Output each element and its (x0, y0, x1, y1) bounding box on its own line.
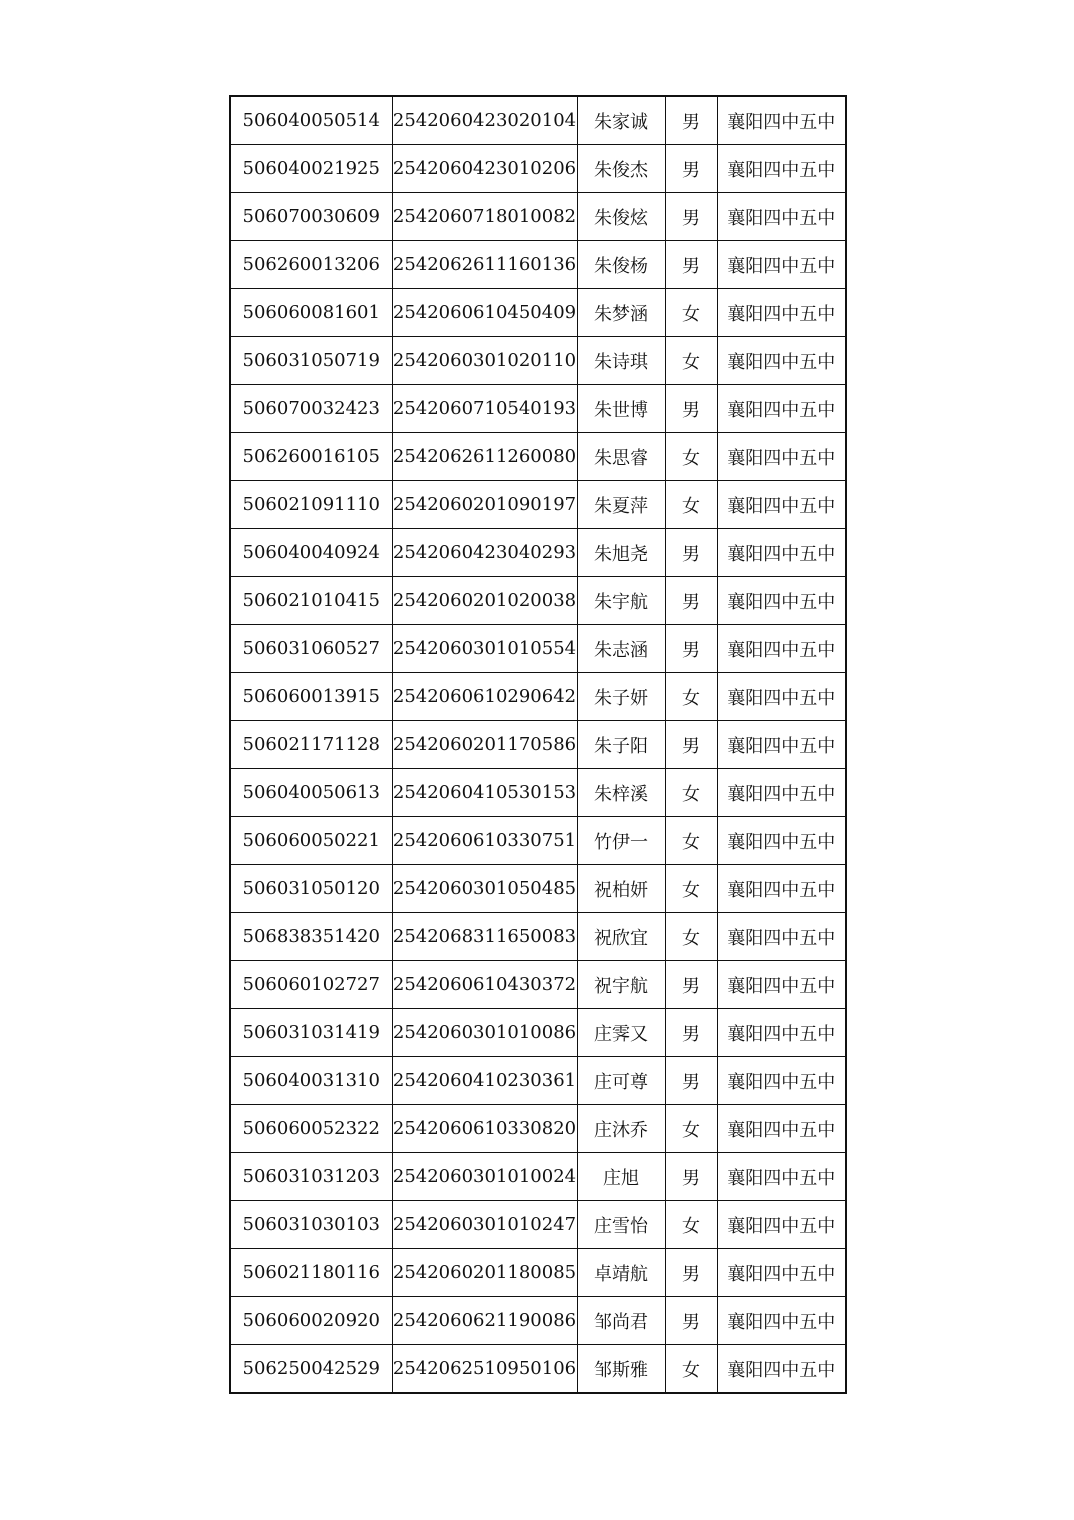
registration-number-cell: 2542060710540193 (392, 385, 577, 433)
school-cell: 襄阳四中五中 (717, 289, 846, 337)
exam-number-cell: 506021010415 (230, 577, 392, 625)
student-name-cell: 邹尚君 (577, 1297, 665, 1345)
gender-cell: 女 (665, 1345, 717, 1394)
gender-cell: 男 (665, 145, 717, 193)
exam-number-cell: 506031050120 (230, 865, 392, 913)
table-row (230, 241, 846, 289)
exam-number-cell: 506040031310 (230, 1057, 392, 1105)
registration-number-cell: 2542060610290642 (392, 673, 577, 721)
gender-cell: 男 (665, 1153, 717, 1201)
table-row (230, 193, 846, 241)
gender-cell: 女 (665, 769, 717, 817)
school-cell: 襄阳四中五中 (717, 385, 846, 433)
exam-number-cell: 506250042529 (230, 1345, 392, 1394)
table-row (230, 913, 846, 961)
table-row (230, 433, 846, 481)
registration-number-cell: 2542060301020110 (392, 337, 577, 385)
exam-number-cell: 506021171128 (230, 721, 392, 769)
table-row (230, 1249, 846, 1297)
school-cell: 襄阳四中五中 (717, 1009, 846, 1057)
student-name-cell: 朱俊杰 (577, 145, 665, 193)
school-cell: 襄阳四中五中 (717, 577, 846, 625)
student-roster-table (229, 95, 847, 1394)
registration-number-cell: 2542062611160136 (392, 241, 577, 289)
student-name-cell: 祝宇航 (577, 961, 665, 1009)
student-name-cell: 庄沐乔 (577, 1105, 665, 1153)
registration-number-cell: 2542062510950106 (392, 1345, 577, 1394)
gender-cell: 女 (665, 865, 717, 913)
exam-number-cell: 506060052322 (230, 1105, 392, 1153)
school-cell: 襄阳四中五中 (717, 865, 846, 913)
school-cell: 襄阳四中五中 (717, 96, 846, 145)
roster-body (230, 96, 846, 1393)
school-cell: 襄阳四中五中 (717, 1105, 846, 1153)
exam-number-cell: 506040040924 (230, 529, 392, 577)
student-name-cell: 朱世博 (577, 385, 665, 433)
table-row (230, 145, 846, 193)
student-name-cell: 庄雪怡 (577, 1201, 665, 1249)
gender-cell: 男 (665, 721, 717, 769)
exam-number-cell: 506040021925 (230, 145, 392, 193)
registration-number-cell: 2542060301010024 (392, 1153, 577, 1201)
table-row (230, 385, 846, 433)
registration-number-cell: 2542060423020104 (392, 96, 577, 145)
table-row (230, 1345, 846, 1394)
gender-cell: 男 (665, 1297, 717, 1345)
gender-cell: 男 (665, 1249, 717, 1297)
exam-number-cell: 506021091110 (230, 481, 392, 529)
school-cell: 襄阳四中五中 (717, 193, 846, 241)
table-row (230, 337, 846, 385)
student-name-cell: 朱诗琪 (577, 337, 665, 385)
school-cell: 襄阳四中五中 (717, 1057, 846, 1105)
gender-cell: 女 (665, 481, 717, 529)
student-name-cell: 朱旭尧 (577, 529, 665, 577)
gender-cell: 男 (665, 961, 717, 1009)
student-name-cell: 祝柏妍 (577, 865, 665, 913)
table-row (230, 1153, 846, 1201)
gender-cell: 女 (665, 913, 717, 961)
student-name-cell: 朱家诚 (577, 96, 665, 145)
table-row (230, 961, 846, 1009)
student-name-cell: 竹伊一 (577, 817, 665, 865)
registration-number-cell: 2542060610450409 (392, 289, 577, 337)
table-row (230, 625, 846, 673)
table-row (230, 481, 846, 529)
exam-number-cell: 506040050514 (230, 96, 392, 145)
exam-number-cell: 506070032423 (230, 385, 392, 433)
exam-number-cell: 506838351420 (230, 913, 392, 961)
registration-number-cell: 2542062611260080 (392, 433, 577, 481)
registration-number-cell: 2542060301050485 (392, 865, 577, 913)
table-row (230, 673, 846, 721)
gender-cell: 男 (665, 1057, 717, 1105)
student-name-cell: 朱子妍 (577, 673, 665, 721)
gender-cell: 女 (665, 337, 717, 385)
registration-number-cell: 2542060610430372 (392, 961, 577, 1009)
registration-number-cell: 2542060718010082 (392, 193, 577, 241)
exam-number-cell: 506031031419 (230, 1009, 392, 1057)
school-cell: 襄阳四中五中 (717, 625, 846, 673)
student-name-cell: 朱宇航 (577, 577, 665, 625)
gender-cell: 女 (665, 673, 717, 721)
exam-number-cell: 506021180116 (230, 1249, 392, 1297)
gender-cell: 男 (665, 96, 717, 145)
exam-number-cell: 506031050719 (230, 337, 392, 385)
school-cell: 襄阳四中五中 (717, 1249, 846, 1297)
exam-number-cell: 506060081601 (230, 289, 392, 337)
registration-number-cell: 2542060201020038 (392, 577, 577, 625)
exam-number-cell: 506260016105 (230, 433, 392, 481)
registration-number-cell: 2542060201090197 (392, 481, 577, 529)
student-name-cell: 庄可尊 (577, 1057, 665, 1105)
school-cell: 襄阳四中五中 (717, 769, 846, 817)
student-name-cell: 朱梦涵 (577, 289, 665, 337)
table-row (230, 721, 846, 769)
gender-cell: 女 (665, 433, 717, 481)
table-row (230, 769, 846, 817)
student-name-cell: 祝欣宜 (577, 913, 665, 961)
gender-cell: 女 (665, 1201, 717, 1249)
registration-number-cell: 2542060410530153 (392, 769, 577, 817)
school-cell: 襄阳四中五中 (717, 1201, 846, 1249)
gender-cell: 女 (665, 289, 717, 337)
school-cell: 襄阳四中五中 (717, 433, 846, 481)
school-cell: 襄阳四中五中 (717, 337, 846, 385)
exam-number-cell: 506060102727 (230, 961, 392, 1009)
exam-number-cell: 506260013206 (230, 241, 392, 289)
school-cell: 襄阳四中五中 (717, 961, 846, 1009)
school-cell: 襄阳四中五中 (717, 673, 846, 721)
school-cell: 襄阳四中五中 (717, 529, 846, 577)
table-row (230, 577, 846, 625)
school-cell: 襄阳四中五中 (717, 1345, 846, 1394)
gender-cell: 男 (665, 625, 717, 673)
gender-cell: 男 (665, 241, 717, 289)
school-cell: 襄阳四中五中 (717, 241, 846, 289)
gender-cell: 女 (665, 817, 717, 865)
exam-number-cell: 506060013915 (230, 673, 392, 721)
student-name-cell: 庄霁又 (577, 1009, 665, 1057)
registration-number-cell: 2542060423040293 (392, 529, 577, 577)
gender-cell: 男 (665, 577, 717, 625)
gender-cell: 男 (665, 193, 717, 241)
exam-number-cell: 506070030609 (230, 193, 392, 241)
gender-cell: 男 (665, 1009, 717, 1057)
table-row (230, 1201, 846, 1249)
student-name-cell: 朱子阳 (577, 721, 665, 769)
school-cell: 襄阳四中五中 (717, 721, 846, 769)
exam-number-cell: 506031060527 (230, 625, 392, 673)
school-cell: 襄阳四中五中 (717, 145, 846, 193)
registration-number-cell: 2542060410230361 (392, 1057, 577, 1105)
registration-number-cell: 2542060610330820 (392, 1105, 577, 1153)
school-cell: 襄阳四中五中 (717, 1153, 846, 1201)
school-cell: 襄阳四中五中 (717, 913, 846, 961)
gender-cell: 男 (665, 385, 717, 433)
table-row (230, 1105, 846, 1153)
table-row (230, 289, 846, 337)
table-row (230, 1297, 846, 1345)
exam-number-cell: 506060020920 (230, 1297, 392, 1345)
table-row (230, 865, 846, 913)
table-row (230, 1009, 846, 1057)
student-name-cell: 朱俊炫 (577, 193, 665, 241)
exam-number-cell: 506060050221 (230, 817, 392, 865)
table-row (230, 529, 846, 577)
registration-number-cell: 2542060610330751 (392, 817, 577, 865)
school-cell: 襄阳四中五中 (717, 817, 846, 865)
student-name-cell: 朱思睿 (577, 433, 665, 481)
table-row (230, 96, 846, 145)
table-row (230, 817, 846, 865)
registration-number-cell: 2542060423010206 (392, 145, 577, 193)
registration-number-cell: 2542060201170586 (392, 721, 577, 769)
exam-number-cell: 506031030103 (230, 1201, 392, 1249)
student-name-cell: 朱志涵 (577, 625, 665, 673)
student-name-cell: 卓靖航 (577, 1249, 665, 1297)
exam-number-cell: 506040050613 (230, 769, 392, 817)
gender-cell: 男 (665, 529, 717, 577)
registration-number-cell: 2542060621190086 (392, 1297, 577, 1345)
registration-number-cell: 2542060201180085 (392, 1249, 577, 1297)
registration-number-cell: 2542060301010086 (392, 1009, 577, 1057)
registration-number-cell: 2542068311650083 (392, 913, 577, 961)
gender-cell: 女 (665, 1105, 717, 1153)
student-name-cell: 朱夏萍 (577, 481, 665, 529)
student-name-cell: 庄旭 (577, 1153, 665, 1201)
exam-number-cell: 506031031203 (230, 1153, 392, 1201)
student-name-cell: 朱俊杨 (577, 241, 665, 289)
school-cell: 襄阳四中五中 (717, 1297, 846, 1345)
student-name-cell: 朱梓溪 (577, 769, 665, 817)
school-cell: 襄阳四中五中 (717, 481, 846, 529)
registration-number-cell: 2542060301010247 (392, 1201, 577, 1249)
table-row (230, 1057, 846, 1105)
student-name-cell: 邹斯雅 (577, 1345, 665, 1394)
registration-number-cell: 2542060301010554 (392, 625, 577, 673)
